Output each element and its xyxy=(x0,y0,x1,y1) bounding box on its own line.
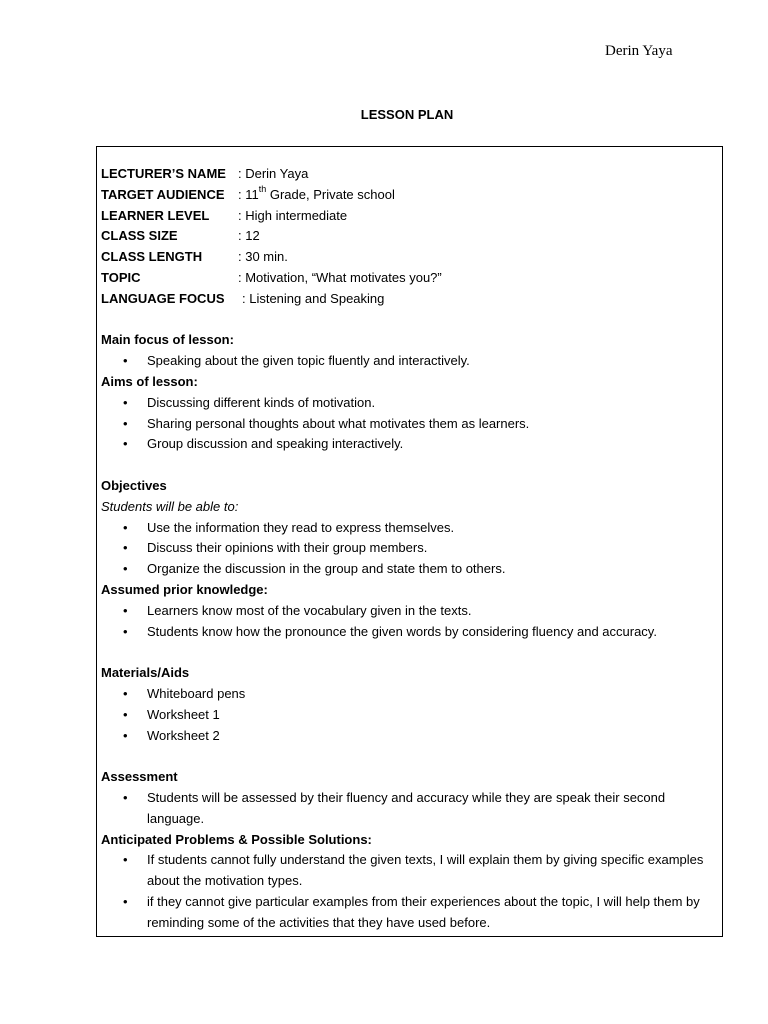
info-label: TARGET AUDIENCE xyxy=(101,186,225,202)
prior-knowledge-list xyxy=(101,601,717,643)
info-value: : 12 xyxy=(238,228,260,244)
list-item: • Worksheet 2 xyxy=(101,726,717,747)
info-row-size xyxy=(101,226,717,247)
aims-heading: Aims of lesson: xyxy=(101,373,198,389)
materials-heading: Materials/Aids xyxy=(101,665,190,681)
objectives-intro: Students will be able to: xyxy=(101,498,239,514)
list-item: • Organize the discussion in the group and state them to others. xyxy=(101,559,717,580)
assessment-list xyxy=(101,788,717,830)
info-label: LEARNER LEVEL xyxy=(101,207,210,223)
materials-list xyxy=(101,684,717,746)
author-name: Derin Yaya xyxy=(605,43,673,59)
info-label: CLASS SIZE xyxy=(101,228,178,244)
list-item: • Discussing different kinds of motivation. xyxy=(101,393,717,414)
info-value-prefix: : 11 xyxy=(238,186,259,202)
info-value: : High intermediate xyxy=(238,207,348,223)
spacer xyxy=(101,455,717,476)
main-focus-heading: Main focus of lesson: xyxy=(101,332,234,348)
list-item: • If students cannot fully understand the given texts, I will explain them by giving specific examples about the motivation types. xyxy=(101,850,717,892)
info-value xyxy=(238,185,395,206)
list-item: • Students know how the pronounce the given words by considering fluency and accuracy. xyxy=(101,622,717,643)
info-row-topic xyxy=(101,268,717,289)
info-row-focus xyxy=(101,289,717,310)
spacer xyxy=(101,310,717,331)
main-focus-list xyxy=(101,351,717,372)
list-item: • Whiteboard pens xyxy=(101,684,717,705)
problems-heading: Anticipated Problems & Possible Solutions: xyxy=(101,831,372,847)
ordinal-suffix: th xyxy=(258,184,267,195)
list-item: • Speaking about the given topic fluently and interactively. xyxy=(101,351,717,372)
info-value: : Motivation, “What motivates you?” xyxy=(238,269,442,285)
list-item: • if they cannot give particular examples from their experiences about the topic, I will help them by reminding some of the activities that they have used before. xyxy=(101,892,717,934)
info-row-length xyxy=(101,247,717,268)
info-label: LECTURER’S NAME xyxy=(101,166,226,181)
info-row-level xyxy=(101,206,717,227)
list-item: • Use the information they read to express themselves. xyxy=(101,518,717,539)
info-label: TOPIC xyxy=(101,269,141,285)
info-value: : Listening and Speaking xyxy=(242,290,385,306)
info-value-suffix: Grade, Private school xyxy=(266,186,395,202)
list-item: • Discuss their opinions with their group members. xyxy=(101,538,717,559)
list-item: • Group discussion and speaking interactively. xyxy=(101,434,717,455)
list-item: • Sharing personal thoughts about what motivates them as learners. xyxy=(101,414,717,435)
list-item: • Learners know most of the vocabulary given in the texts. xyxy=(101,601,717,622)
problems-list xyxy=(101,850,717,933)
list-item: • Students will be assessed by their fluency and accuracy while they are speak their second language. xyxy=(101,788,717,830)
prior-knowledge-heading: Assumed prior knowledge: xyxy=(101,581,268,597)
lesson-plan-content xyxy=(101,164,717,933)
objectives-list xyxy=(101,518,717,580)
info-label: CLASS LENGTH xyxy=(101,249,203,265)
info-row-audience xyxy=(101,185,717,206)
info-label: LANGUAGE FOCUS xyxy=(101,290,225,306)
objectives-heading: Objectives xyxy=(101,477,167,493)
spacer xyxy=(101,642,717,663)
assessment-heading: Assessment xyxy=(101,769,178,785)
info-value: : Derin Yaya xyxy=(238,166,309,181)
aims-list xyxy=(101,393,717,455)
list-item: • Worksheet 1 xyxy=(101,705,717,726)
spacer xyxy=(101,746,717,767)
document-title: LESSON PLAN xyxy=(360,107,454,122)
info-row-lecturer xyxy=(101,164,717,185)
info-value: : 30 min. xyxy=(238,249,288,265)
